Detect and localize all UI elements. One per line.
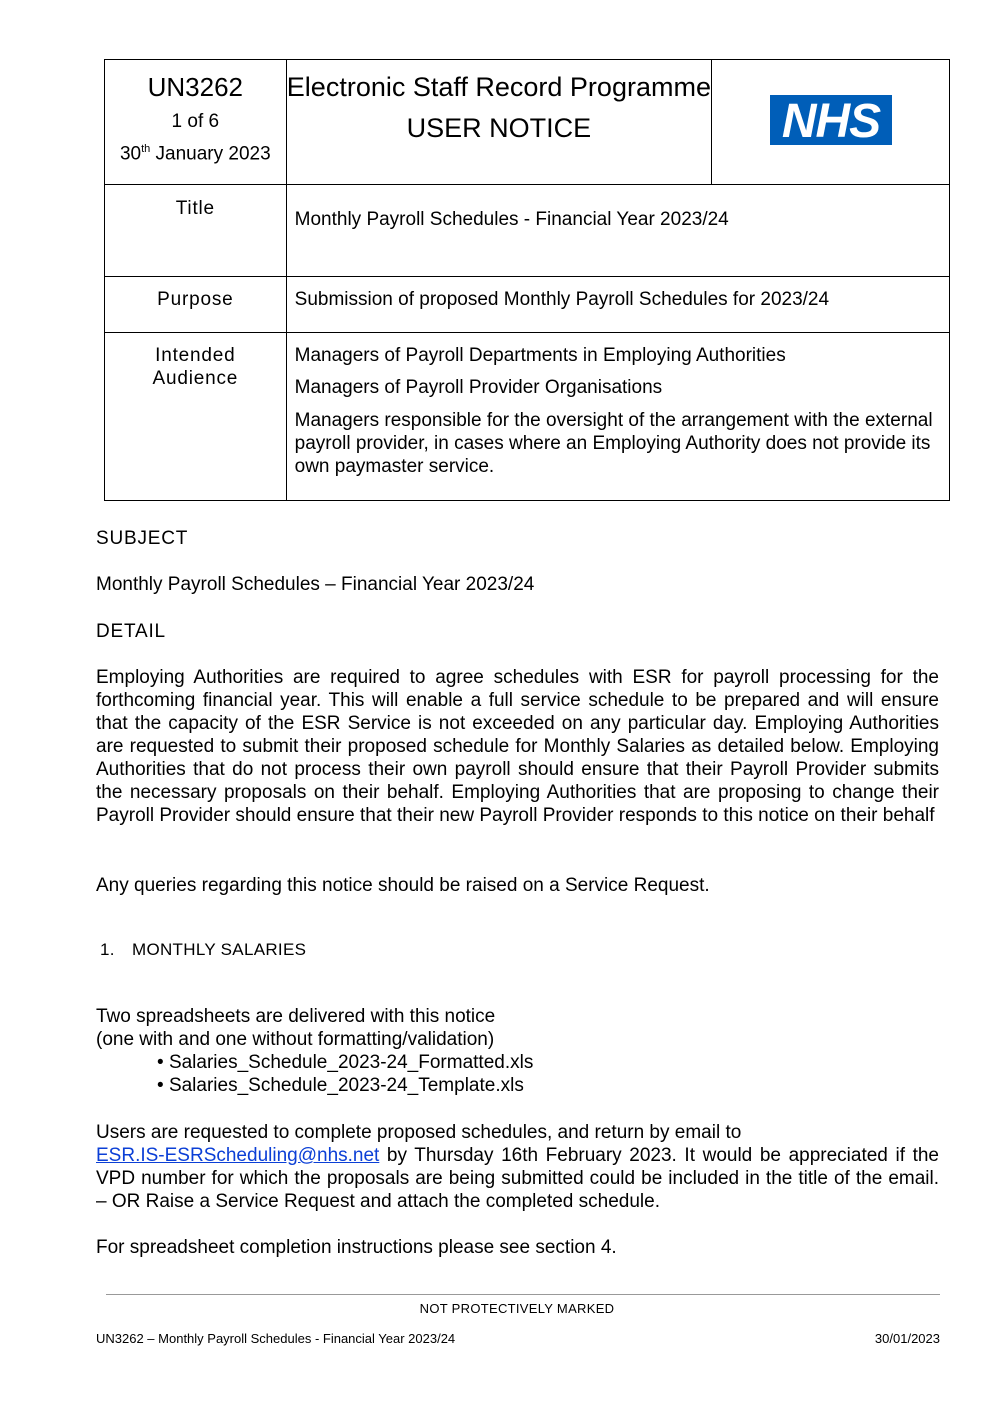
subject-heading: SUBJECT: [96, 528, 189, 549]
page-info: 1 of 6: [171, 111, 220, 132]
detail-paragraph: Employing Authorities are required to agree schedules with ESR for payroll processing for the forthcoming financial year. This will enable a full service schedule to be prepared and will ensure that the capacity of the ESR Service is not exceeded on any particular day. Employing Authorities are requested to submit their proposed schedule for Monthly Salaries as detailed below. Employing Authorities that do not process their own payroll should ensure that their Payroll Provider submits the necessary proposals on their behalf. Employing Authorities that are proposing to change their Payroll Provider should ensure that their new Payroll Provider responds to this notice on their behalf: [96, 667, 939, 826]
svg-text:NHS: NHS: [781, 94, 880, 145]
programme-title: Electronic Staff Record Programme: [286, 72, 711, 102]
request-paragraph: Users are requested to complete proposed schedules, and return by email to ESR.IS-ESRScheduling@nhs.net by Thursday 16th February 2023. It would be appreciated if the VPD number for which the proposals are being submitted could be included in the title of the email. – OR Raise a Service Request and attach the completed schedule.: [96, 1122, 939, 1212]
purpose-value: Submission of proposed Monthly Payroll Schedules for 2023/24: [286, 277, 949, 333]
queries-paragraph: Any queries regarding this notice should be raised on a Service Request.: [96, 875, 710, 896]
nhs-logo: [770, 95, 892, 145]
audience-item: Managers of Payroll Departments in Employing Authorities: [294, 345, 786, 366]
section-number: 1.: [100, 940, 115, 959]
audience-item: Managers responsible for the oversight of the arrangement with the external payroll provider, in cases where an Employing Authority does not provide its own paymaster service.: [294, 410, 933, 477]
email-link[interactable]: ESR.IS-ESRScheduling@nhs.net: [96, 1145, 380, 1166]
footer-date: 30/01/2023: [874, 1331, 940, 1346]
audience-item: Managers of Payroll Provider Organisations: [294, 377, 663, 398]
footer-reference: UN3262 – Monthly Payroll Schedules - Financial Year 2023/24: [96, 1331, 456, 1346]
list-item: • Salaries_Schedule_2023-24_Template.xls: [157, 1075, 524, 1096]
audience-label: Intended Audience: [105, 333, 287, 501]
footer-divider: [106, 1294, 940, 1295]
notice-type: USER NOTICE: [406, 113, 592, 143]
issue-date: 30th January 2023: [119, 143, 271, 165]
title-label: Title: [105, 185, 287, 277]
logo-cell: [712, 60, 950, 185]
audience-list: [286, 333, 949, 501]
completion-note: For spreadsheet completion instructions please see section 4.: [96, 1237, 617, 1258]
subject-text: Monthly Payroll Schedules – Financial Year 2023/24: [96, 574, 535, 595]
document-id-cell: [105, 60, 287, 185]
list-item: • Salaries_Schedule_2023-24_Formatted.xls: [157, 1052, 534, 1073]
title-value: Monthly Payroll Schedules - Financial Year 2023/24: [286, 185, 949, 277]
header-table: [104, 59, 950, 501]
section-heading: [100, 940, 306, 960]
detail-heading: DETAIL: [96, 621, 166, 642]
programme-title-cell: [286, 60, 712, 185]
spreadsheets-line-1: Two spreadsheets are delivered with this notice: [96, 1006, 496, 1027]
purpose-label: Purpose: [105, 277, 287, 333]
section-title: MONTHLY SALARIES: [132, 940, 307, 959]
spreadsheets-line-2: (one with and one without formatting/validation): [96, 1029, 495, 1050]
document-id: UN3262: [147, 72, 244, 102]
file-list: [157, 1051, 533, 1097]
protective-marking: NOT PROTECTIVELY MARKED: [419, 1301, 615, 1316]
